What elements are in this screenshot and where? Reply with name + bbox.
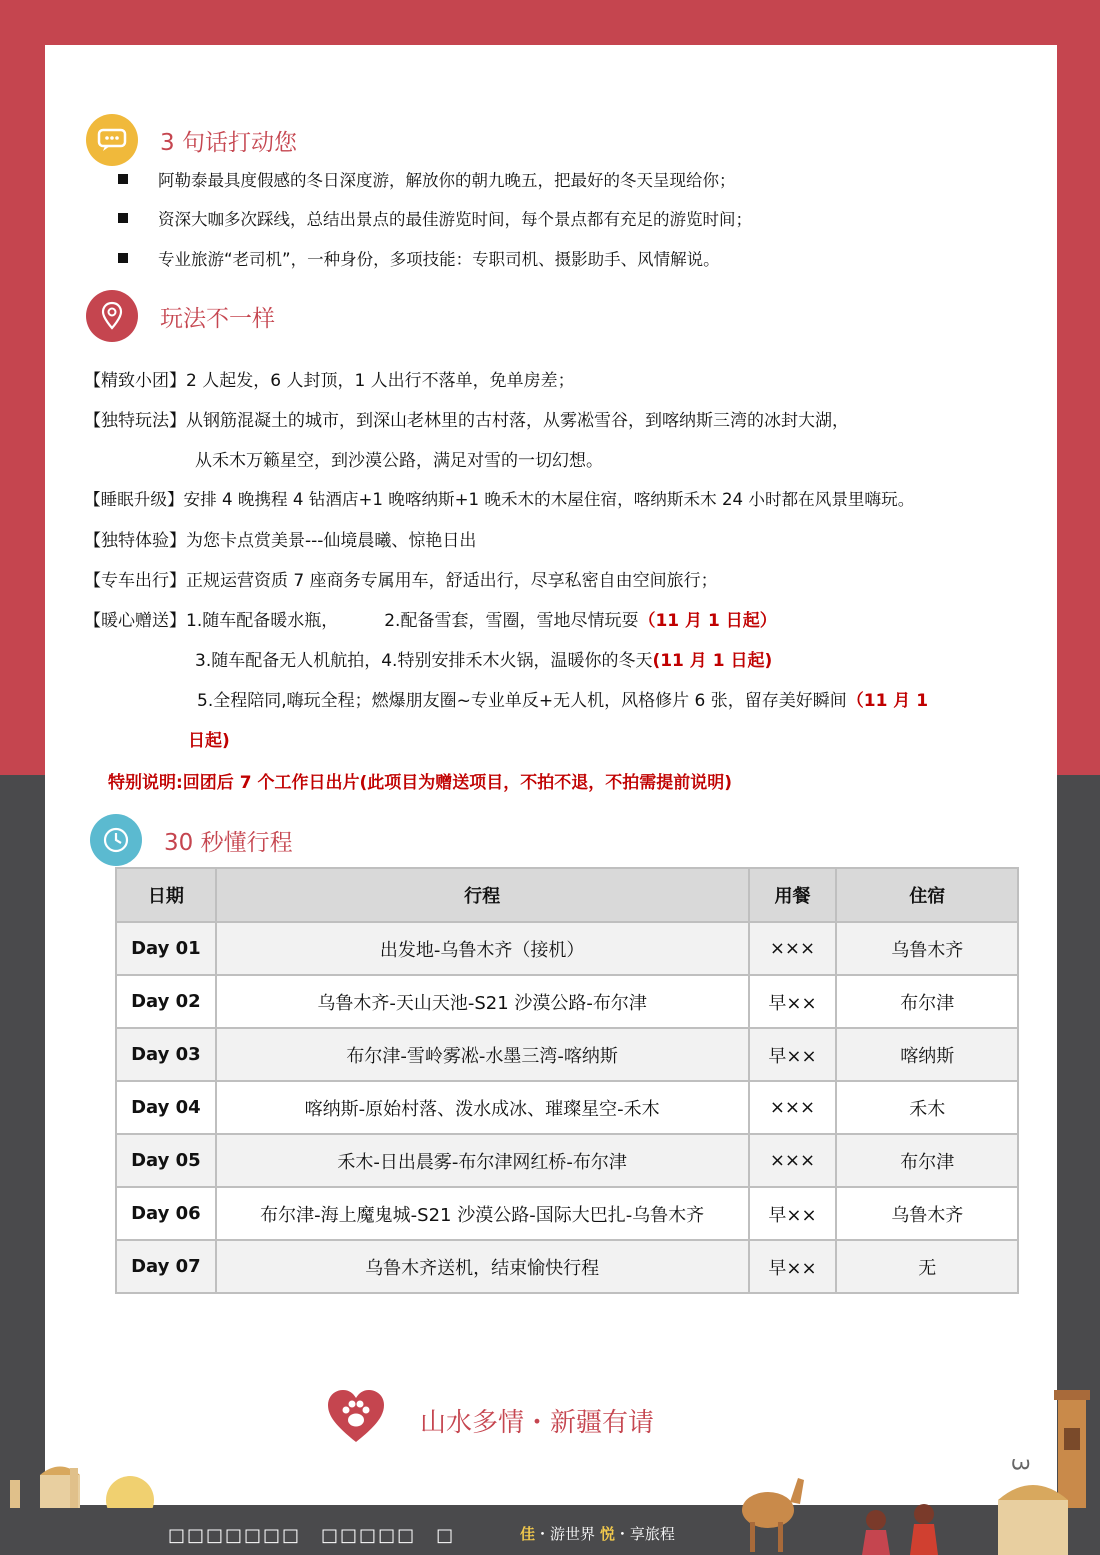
section-3-header xyxy=(90,814,293,866)
itinerary-table xyxy=(115,867,1019,1294)
camel-and-dancers-icon xyxy=(738,1470,1068,1555)
table-row: Day 04 喀纳斯-原始村落、泼水成冰、璀璨星空-禾木 ××× 禾木 xyxy=(116,1081,1018,1134)
col-header-stay: 住宿 xyxy=(836,868,1018,922)
page-number: 3 xyxy=(1006,1457,1032,1472)
feature-line: 【睡眠升级】安排 4 晚携程 4 钻酒店+1 晚喀纳斯+1 晚禾木的木屋住宿，喀纳斯禾木 24 小时都在风景里嗨玩。 xyxy=(84,490,915,509)
list-item: 阿勒泰最具度假感的冬日深度游，解放你的朝九晚五，把最好的冬天呈现给你； xyxy=(118,167,736,191)
feature-line: 【独特体验】为您卡点赏美景---仙境晨曦、惊艳日出 xyxy=(84,531,477,551)
list-item: 资深大咖多次踩线，总结出景点的最佳游览时间，每个景点都有充足的游览时间； xyxy=(118,206,752,230)
table-row: Day 06 布尔津-海上魔鬼城-S21 沙漠公路-国际大巴扎-乌鲁木齐 早×× 乌鲁木齐 xyxy=(116,1187,1018,1240)
footer-tagline: 佳・游世界 悦・享旅程 xyxy=(520,1525,675,1543)
feature-line: 【精致小团】2 人起发，6 人封顶，1 人出行不落单，免单房差； xyxy=(84,371,575,391)
gift-line: 日起) xyxy=(188,731,230,751)
bullet-icon xyxy=(118,213,128,223)
location-pin-icon xyxy=(86,290,138,342)
col-header-date: 日期 xyxy=(116,868,216,922)
table-row: Day 05 禾木-日出晨雾-布尔津网红桥-布尔津 ××× 布尔津 xyxy=(116,1134,1018,1187)
bullet-icon xyxy=(118,174,128,184)
table-row: Day 03 布尔津-雪岭雾凇-水墨三湾-喀纳斯 早×× 喀纳斯 xyxy=(116,1028,1018,1081)
section-2-header xyxy=(86,290,275,342)
bullet-icon xyxy=(118,253,128,263)
table-row: Day 01 出发地-乌鲁木齐（接机） ××× 乌鲁木齐 xyxy=(116,922,1018,975)
mosque-skyline-icon xyxy=(0,1460,160,1510)
feature-line: 从禾木万籁星空，到沙漠公路，满足对雪的一切幻想。 xyxy=(195,451,603,471)
section-1-header xyxy=(86,114,297,166)
section-2-title: 玩法不一样 xyxy=(160,305,275,332)
clock-icon xyxy=(90,814,142,866)
section-3-title: 30 秒懂行程 xyxy=(164,829,293,856)
feature-line: 【专车出行】正规运营资质 7 座商务专属用车，舒适出行，尽享私密自由空间旅行； xyxy=(84,571,718,591)
table-row: Day 07 乌鲁木齐送机，结束愉快行程 早×× 无 xyxy=(116,1240,1018,1293)
special-note: 特别说明:回团后 7 个工作日出片(此项目为赠送项目，不拍不退，不拍需提前说明) xyxy=(108,773,733,793)
chat-bubble-icon xyxy=(86,114,138,166)
footer-text-boxes: □□□□□□□ □□□□□ □ xyxy=(168,1525,456,1546)
gift-line: 3.随车配备无人机航拍，4.特别安排禾木火锅，温暖你的冬天(11 月 1 日起) xyxy=(195,651,773,671)
table-row: Day 02 乌鲁木齐-天山天池-S21 沙漠公路-布尔津 早×× 布尔津 xyxy=(116,975,1018,1028)
list-item: 专业旅游“老司机”，一种身份，多项技能：专职司机、摄影助手、风情解说。 xyxy=(118,246,720,270)
col-header-route: 行程 xyxy=(216,868,749,922)
footer-slogan: 山水多情・新疆有请 xyxy=(420,1408,655,1438)
gift-line: 【暖心赠送】1.随车配备暖水瓶， 2.配备雪套，雪圈，雪地尽情玩耍（11 月 1 日起） xyxy=(84,611,777,631)
feature-line: 【独特玩法】从钢筋混凝土的城市，到深山老林里的古村落，从雾凇雪谷，到喀纳斯三湾的冰封大湖， xyxy=(84,411,849,431)
col-header-meals: 用餐 xyxy=(749,868,837,922)
gift-line: 5.全程陪同,嗨玩全程；燃爆朋友圈~专业单反+无人机，风格修片 6 张，留存美好瞬间（11 月 1 xyxy=(197,691,929,711)
section-1-title: 3 句话打动您 xyxy=(160,129,297,156)
table-header-row xyxy=(116,868,1018,922)
heart-paw-icon xyxy=(326,1388,386,1444)
